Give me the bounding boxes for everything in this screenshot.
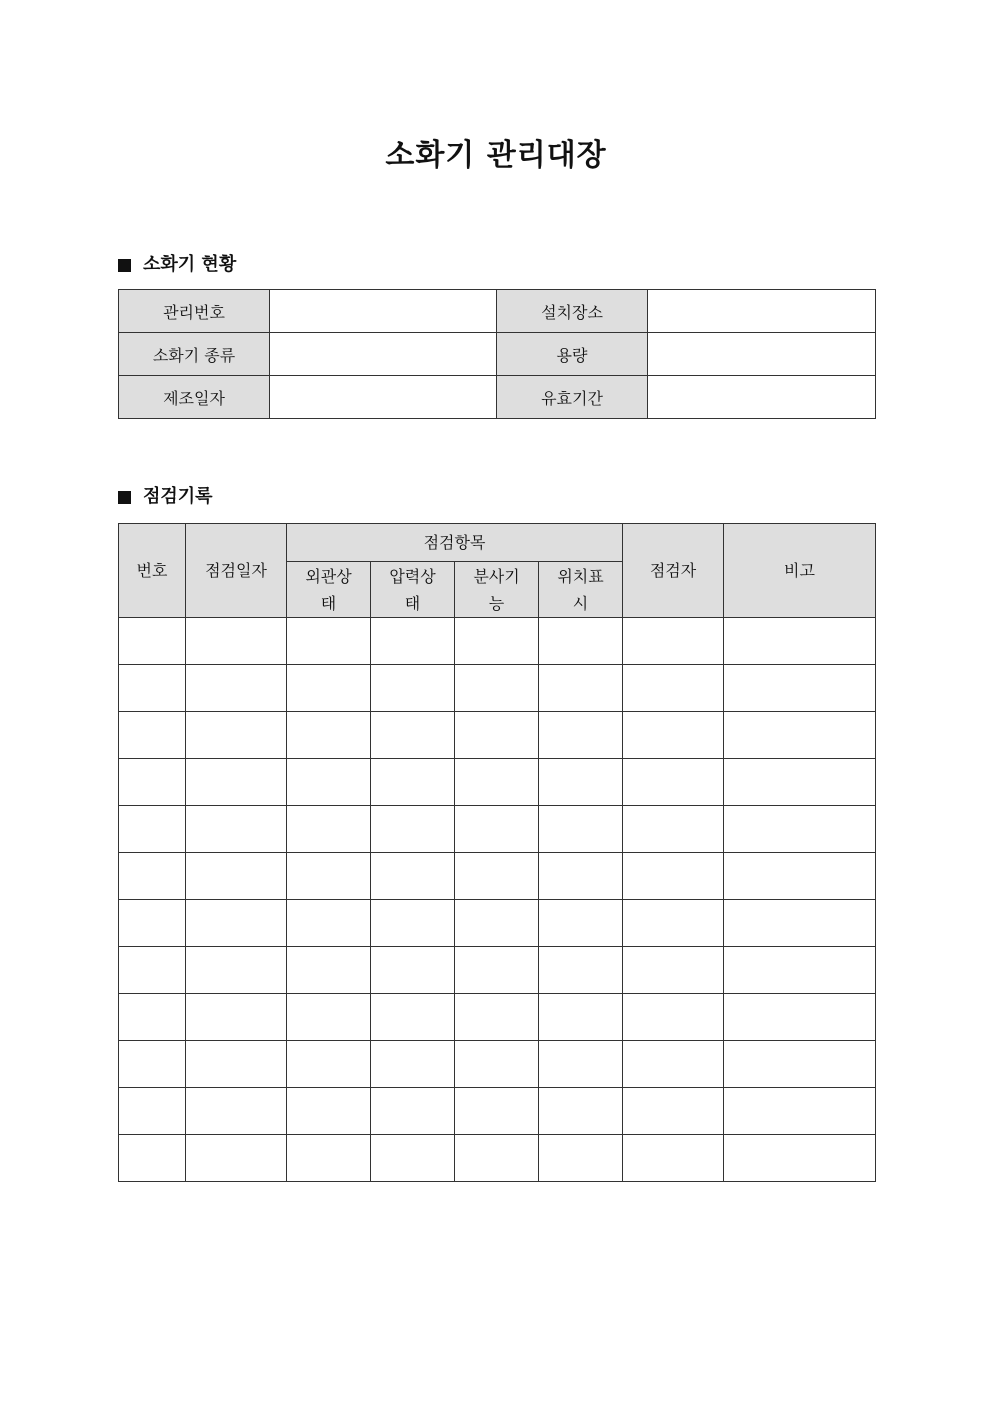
- status-label: 관리번호: [119, 290, 270, 333]
- appearance-cell[interactable]: [287, 947, 371, 994]
- inspector-cell[interactable]: [623, 947, 724, 994]
- record-section-heading: [118, 485, 213, 509]
- date-cell[interactable]: [186, 665, 287, 712]
- number-cell[interactable]: [119, 1041, 186, 1088]
- location-sign-cell[interactable]: [539, 665, 623, 712]
- inspector-cell[interactable]: [623, 994, 724, 1041]
- remarks-cell[interactable]: [724, 1041, 876, 1088]
- location-sign-cell[interactable]: [539, 900, 623, 947]
- inspector-cell[interactable]: [623, 759, 724, 806]
- status-section-heading: [118, 253, 236, 277]
- location-sign-cell[interactable]: [539, 1041, 623, 1088]
- date-cell[interactable]: [186, 759, 287, 806]
- remarks-cell[interactable]: [724, 947, 876, 994]
- table-row: [119, 665, 876, 712]
- date-cell[interactable]: [186, 1135, 287, 1182]
- discharge-cell[interactable]: [455, 1088, 539, 1135]
- appearance-cell[interactable]: [287, 712, 371, 759]
- appearance-cell[interactable]: [287, 1135, 371, 1182]
- status-label: 용량: [497, 333, 648, 376]
- date-cell[interactable]: [186, 853, 287, 900]
- status-label: 설치장소: [497, 290, 648, 333]
- discharge-cell[interactable]: [455, 806, 539, 853]
- pressure-cell[interactable]: [371, 618, 455, 665]
- date-cell[interactable]: [186, 712, 287, 759]
- column-header-inspection-items: 점검항목: [287, 524, 623, 562]
- status-value-field[interactable]: [270, 376, 497, 419]
- remarks-cell[interactable]: [724, 806, 876, 853]
- inspector-cell[interactable]: [623, 665, 724, 712]
- record-section-heading-text: 점검기록: [143, 486, 213, 507]
- appearance-cell[interactable]: [287, 1088, 371, 1135]
- status-value-field[interactable]: [270, 333, 497, 376]
- inspector-cell[interactable]: [623, 1135, 724, 1182]
- remarks-cell[interactable]: [724, 1088, 876, 1135]
- remarks-cell[interactable]: [724, 665, 876, 712]
- number-cell[interactable]: [119, 712, 186, 759]
- discharge-cell[interactable]: [455, 665, 539, 712]
- remarks-cell[interactable]: [724, 853, 876, 900]
- status-value-field[interactable]: [648, 376, 876, 419]
- inspector-cell[interactable]: [623, 1088, 724, 1135]
- number-cell[interactable]: [119, 1135, 186, 1182]
- location-sign-cell[interactable]: [539, 759, 623, 806]
- appearance-cell[interactable]: [287, 806, 371, 853]
- table-row: [119, 900, 876, 947]
- number-cell[interactable]: [119, 900, 186, 947]
- status-row: [119, 376, 876, 419]
- table-row: [119, 712, 876, 759]
- date-cell[interactable]: [186, 618, 287, 665]
- remarks-cell[interactable]: [724, 618, 876, 665]
- remarks-cell[interactable]: [724, 1135, 876, 1182]
- location-sign-cell[interactable]: [539, 947, 623, 994]
- table-row: [119, 1088, 876, 1135]
- inspector-cell[interactable]: [623, 1041, 724, 1088]
- inspector-cell[interactable]: [623, 618, 724, 665]
- appearance-cell[interactable]: [287, 759, 371, 806]
- status-row: [119, 333, 876, 376]
- discharge-cell[interactable]: [455, 618, 539, 665]
- number-cell[interactable]: [119, 853, 186, 900]
- date-cell[interactable]: [186, 947, 287, 994]
- location-sign-cell[interactable]: [539, 853, 623, 900]
- column-header-location-sign: 위치표시: [539, 562, 623, 618]
- status-row: [119, 290, 876, 333]
- inspector-cell[interactable]: [623, 712, 724, 759]
- location-sign-cell[interactable]: [539, 1135, 623, 1182]
- appearance-cell[interactable]: [287, 994, 371, 1041]
- column-header-number: 번호: [119, 524, 186, 618]
- pressure-cell[interactable]: [371, 759, 455, 806]
- remarks-cell[interactable]: [724, 759, 876, 806]
- column-header-inspector: 점검자: [623, 524, 724, 618]
- location-sign-cell[interactable]: [539, 994, 623, 1041]
- remarks-cell[interactable]: [724, 900, 876, 947]
- status-label: 소화기 종류: [119, 333, 270, 376]
- location-sign-cell[interactable]: [539, 712, 623, 759]
- discharge-cell[interactable]: [455, 1135, 539, 1182]
- status-label: 유효기간: [497, 376, 648, 419]
- column-header-remarks: 비고: [724, 524, 876, 618]
- discharge-cell[interactable]: [455, 900, 539, 947]
- pressure-cell[interactable]: [371, 994, 455, 1041]
- inspection-record-table: [118, 523, 876, 1182]
- date-cell[interactable]: [186, 1088, 287, 1135]
- appearance-cell[interactable]: [287, 900, 371, 947]
- status-value-field[interactable]: [648, 333, 876, 376]
- pressure-cell[interactable]: [371, 1088, 455, 1135]
- appearance-cell[interactable]: [287, 1041, 371, 1088]
- number-cell[interactable]: [119, 759, 186, 806]
- column-header-date: 점검일자: [186, 524, 287, 618]
- inspector-cell[interactable]: [623, 806, 724, 853]
- status-table: [118, 289, 876, 419]
- square-bullet-icon: [118, 259, 131, 272]
- appearance-cell[interactable]: [287, 665, 371, 712]
- appearance-cell[interactable]: [287, 853, 371, 900]
- discharge-cell[interactable]: [455, 1041, 539, 1088]
- discharge-cell[interactable]: [455, 947, 539, 994]
- discharge-cell[interactable]: [455, 712, 539, 759]
- discharge-cell[interactable]: [455, 759, 539, 806]
- number-cell[interactable]: [119, 1088, 186, 1135]
- inspector-cell[interactable]: [623, 900, 724, 947]
- number-cell[interactable]: [119, 665, 186, 712]
- table-row: [119, 618, 876, 665]
- pressure-cell[interactable]: [371, 806, 455, 853]
- discharge-cell[interactable]: [455, 853, 539, 900]
- status-section-heading-text: 소화기 현황: [143, 254, 237, 275]
- table-row: [119, 947, 876, 994]
- table-row: [119, 853, 876, 900]
- date-cell[interactable]: [186, 806, 287, 853]
- column-header-appearance: 외관상태: [287, 562, 371, 618]
- pressure-cell[interactable]: [371, 947, 455, 994]
- table-row: [119, 806, 876, 853]
- status-value-field[interactable]: [648, 290, 876, 333]
- square-bullet-icon: [118, 491, 131, 504]
- date-cell[interactable]: [186, 994, 287, 1041]
- number-cell[interactable]: [119, 618, 186, 665]
- status-value-field[interactable]: [270, 290, 497, 333]
- pressure-cell[interactable]: [371, 1135, 455, 1182]
- status-label: 제조일자: [119, 376, 270, 419]
- pressure-cell[interactable]: [371, 900, 455, 947]
- date-cell[interactable]: [186, 900, 287, 947]
- date-cell[interactable]: [186, 1041, 287, 1088]
- location-sign-cell[interactable]: [539, 618, 623, 665]
- table-row: [119, 994, 876, 1041]
- location-sign-cell[interactable]: [539, 1088, 623, 1135]
- remarks-cell[interactable]: [724, 712, 876, 759]
- table-row: [119, 1135, 876, 1182]
- appearance-cell[interactable]: [287, 618, 371, 665]
- column-header-pressure: 압력상태: [371, 562, 455, 618]
- pressure-cell[interactable]: [371, 853, 455, 900]
- discharge-cell[interactable]: [455, 994, 539, 1041]
- inspector-cell[interactable]: [623, 853, 724, 900]
- pressure-cell[interactable]: [371, 665, 455, 712]
- number-cell[interactable]: [119, 947, 186, 994]
- table-row: [119, 759, 876, 806]
- table-row: [119, 1041, 876, 1088]
- document-title: 소화기 관리대장: [385, 138, 607, 173]
- remarks-cell[interactable]: [724, 994, 876, 1041]
- number-cell[interactable]: [119, 806, 186, 853]
- pressure-cell[interactable]: [371, 712, 455, 759]
- number-cell[interactable]: [119, 994, 186, 1041]
- column-header-discharge: 분사기능: [455, 562, 539, 618]
- location-sign-cell[interactable]: [539, 806, 623, 853]
- pressure-cell[interactable]: [371, 1041, 455, 1088]
